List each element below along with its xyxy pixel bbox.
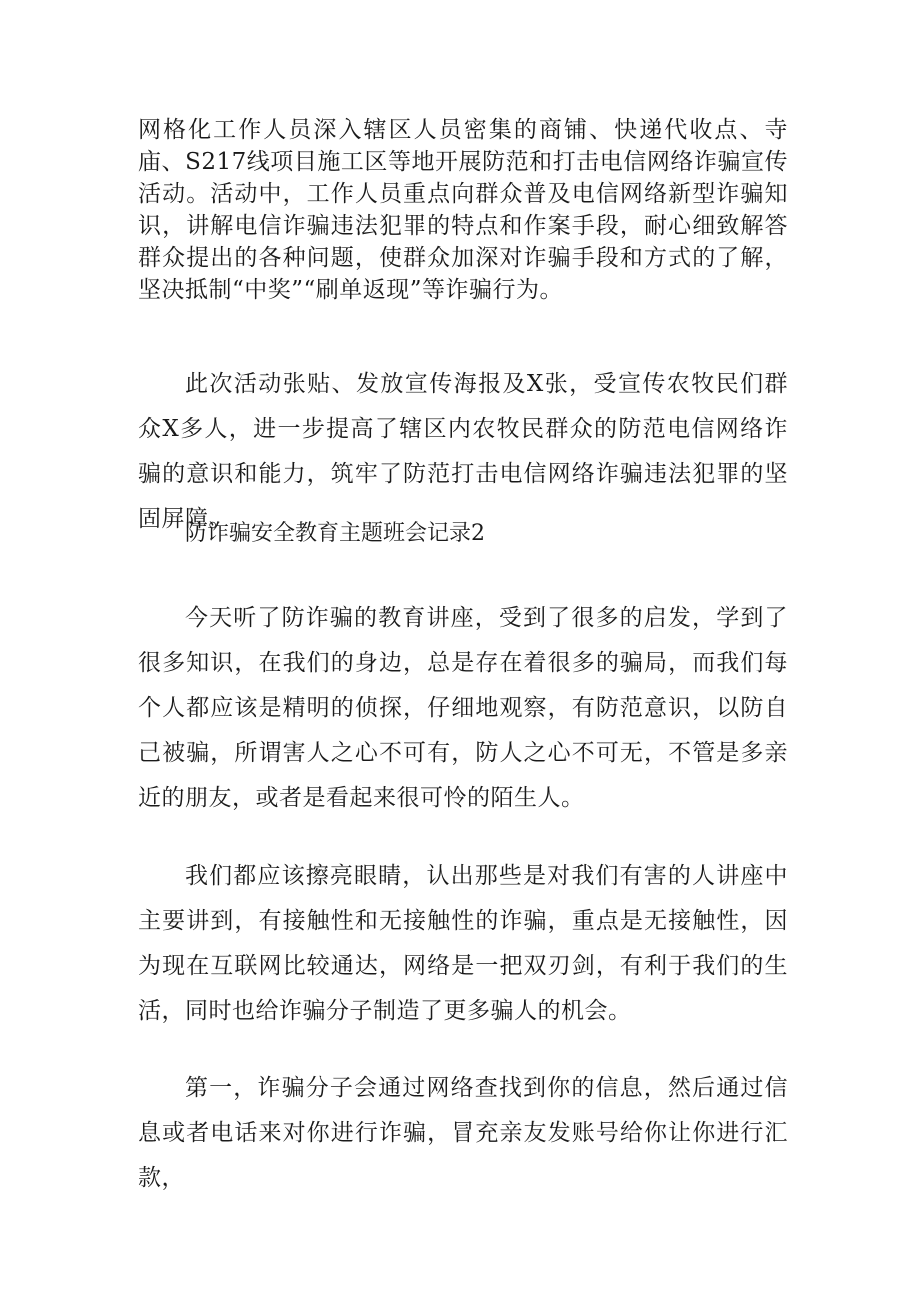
paragraph-stay-alert: 我们都应该擦亮眼睛，认出那些是对我们有害的人讲座中主要讲到，有接触性和无接触性的诈骗，重点是无接触性，因为现在互联网比较通达，网络是一把双刃剑，有利于我们的生活，同时也给诈骗分子制造了更多骗人的机会。: [138, 863, 788, 1024]
paragraph-campaign-result: 此次活动张贴、发放宣传海报及X张，受宣传农牧民们群众X多人，进一步提高了辖区内农牧民群众的防范电信网络诈骗的意识和能力，筑牢了防范打击电信网络诈骗违法犯罪的坚固屏障。: [138, 371, 788, 532]
paragraph-point-one: 第一，诈骗分子会通过网络查找到你的信息，然后通过信息或者电话来对你进行诈骗，冒充亲友发账号给你让你进行汇款，: [138, 1075, 788, 1191]
paragraph-lecture-reflection: 今天听了防诈骗的教育讲座，受到了很多的启发，学到了很多知识，在我们的身边，总是存在着很多的骗局，而我们每个人都应该是精明的侦探，仔细地观察，有防范意识，以防自己被骗，所谓害人之心不可有，防人之心不可无，不管是多亲近的朋友，或者是看起来很可怜的陌生人。: [138, 605, 788, 811]
section-heading: 防诈骗安全教育主题班会记录2: [185, 521, 485, 546]
paragraph-campaign-activity: 网格化工作人员深入辖区人员密集的商铺、快递代收点、寺庙、S217线项目施工区等地开展防范和打击电信网络诈骗宣传活动。活动中，工作人员重点向群众普及电信网络新型诈骗知识，讲解电信诈骗违法犯罪的特点和作案手段，耐心细致解答群众提出的各种问题，使群众加深对诈骗手段和方式的了解，坚决抵制“中奖”“刷单返现”等诈骗行为。: [138, 117, 788, 303]
